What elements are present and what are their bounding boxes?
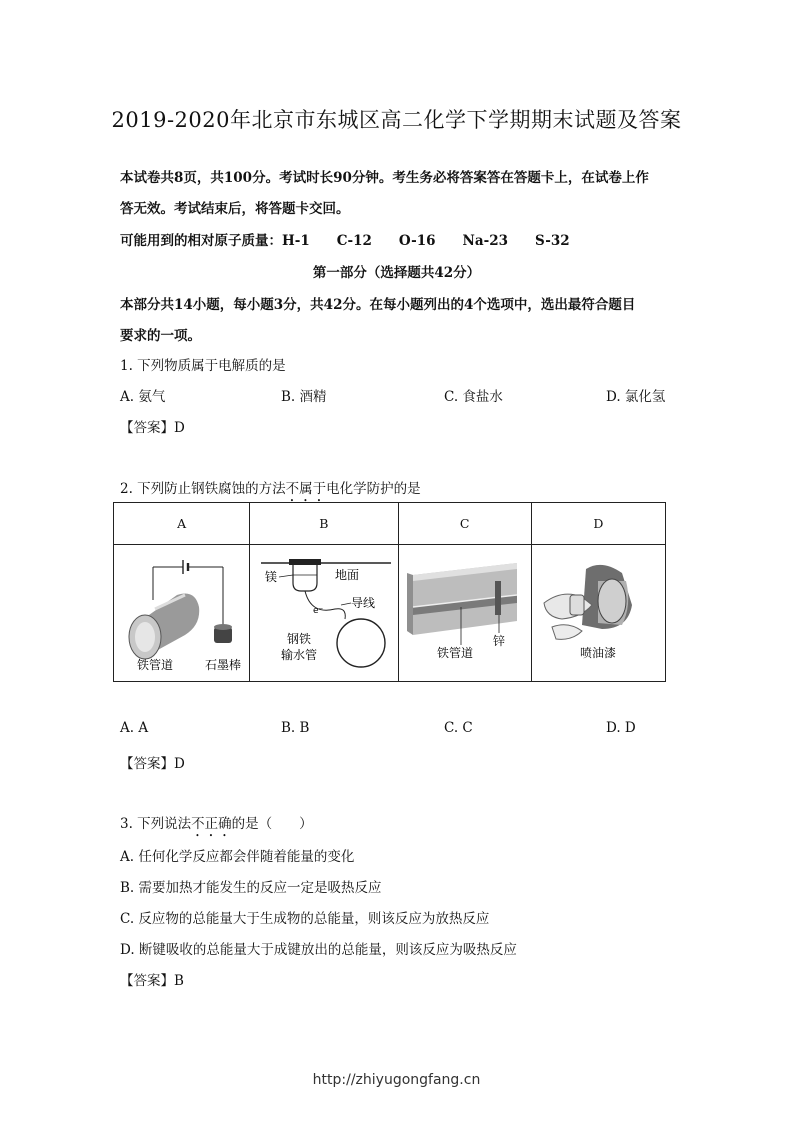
q2-stem-emphasis: 不属于 bbox=[285, 481, 327, 497]
part1-heading: 第一部分（选择题共42分） bbox=[312, 265, 481, 281]
table-header-a: A bbox=[114, 503, 250, 545]
q2-figure-table bbox=[113, 502, 666, 682]
figure-c-metal-label: 锌 bbox=[493, 634, 506, 648]
q1-option-c: C. 食盐水 bbox=[444, 389, 503, 405]
part1-desc-2: 要求的一项。 bbox=[120, 328, 201, 344]
figure-b-steel-label: 钢铁 bbox=[286, 632, 311, 646]
q2-stem-pre: 2. 下列防止钢铁腐蚀的方法 bbox=[120, 481, 286, 497]
intro-line-1: 本试卷共8页，共100分。考试时长90分钟。考生务必将答案答在答题卡上，在试卷上作 bbox=[120, 170, 649, 186]
figure-b-water-pipe-label: 输水管 bbox=[280, 648, 317, 662]
footer-url[interactable]: http://zhiyugongfang.cn bbox=[312, 1072, 481, 1088]
intro-line-2: 答无效。考试结束后，将答题卡交回。 bbox=[120, 201, 350, 217]
table-header-c: C bbox=[398, 503, 531, 545]
q1-answer: 【答案】D bbox=[120, 420, 185, 436]
q1-option-a: A. 氨气 bbox=[120, 389, 166, 405]
page-title: 2019-2020年北京市东城区高二化学下学期期末试题及答案 bbox=[111, 108, 682, 132]
q3-stem-post: 的是（ ） bbox=[231, 816, 313, 832]
q3-stem-emphasis: 不正确 bbox=[191, 816, 232, 832]
figure-d-paint-label: 喷油漆 bbox=[580, 646, 617, 660]
table-header-d: D bbox=[531, 503, 665, 545]
figure-b-mg-label: 镁 bbox=[264, 570, 277, 584]
q3-answer: 【答案】B bbox=[120, 973, 184, 989]
table-header-b: B bbox=[250, 503, 398, 545]
figure-c-pipe-label: 铁管道 bbox=[437, 646, 474, 660]
q3-option-b: B. 需要加热才能发生的反应一定是吸热反应 bbox=[120, 880, 382, 896]
q1-option-b: B. 酒精 bbox=[281, 389, 327, 405]
q2-answer: 【答案】D bbox=[120, 756, 185, 772]
part1-desc-1: 本部分共14小题，每小题3分，共42分。在每小题列出的4个选项中，选出最符合题目 bbox=[120, 297, 636, 313]
q1-stem: 1. 下列物质属于电解质的是 bbox=[120, 358, 286, 374]
figure-a-graphite-label: 石墨棒 bbox=[204, 658, 241, 672]
q2-option-c: C. C bbox=[444, 720, 473, 736]
figure-a-diagram bbox=[115, 545, 249, 678]
q3-option-d: D. 断键吸收的总能量大于成键放出的总能量，则该反应为吸热反应 bbox=[120, 942, 517, 958]
q2-option-a: A. A bbox=[120, 720, 149, 736]
figure-b-cell bbox=[250, 545, 398, 682]
q2-stem-post: 电化学防护的是 bbox=[326, 481, 421, 497]
q1-option-d: D. 氯化氢 bbox=[606, 389, 666, 405]
figure-b-wire-label: 导线 bbox=[350, 596, 375, 610]
figure-d-diagram bbox=[532, 545, 664, 678]
figure-c-cell bbox=[398, 545, 531, 682]
q2-option-d: D. D bbox=[606, 720, 636, 736]
q3-stem bbox=[120, 812, 313, 840]
figure-d-cell bbox=[531, 545, 665, 682]
figure-c-diagram bbox=[399, 545, 530, 678]
figure-b-ground-label: 地面 bbox=[334, 568, 359, 582]
figure-a-cell bbox=[114, 545, 250, 682]
q3-option-a: A. 任何化学反应都会伴随着能量的变化 bbox=[120, 849, 355, 865]
figure-a-pipe-label: 铁管道 bbox=[136, 658, 173, 672]
q2-option-b: B. B bbox=[281, 720, 310, 736]
figure-b-diagram bbox=[251, 545, 397, 678]
q3-stem-pre: 3. 下列说法 bbox=[120, 816, 192, 832]
q2-stem bbox=[120, 477, 421, 505]
q3-option-c: C. 反应物的总能量大于生成物的总能量，则该反应为放热反应 bbox=[120, 911, 490, 927]
intro-line-3: 可能用到的相对原子质量：H-1 C-12 O-16 Na-23 S-32 bbox=[120, 233, 570, 249]
figure-b-electron-label: e⁻ bbox=[312, 606, 324, 616]
